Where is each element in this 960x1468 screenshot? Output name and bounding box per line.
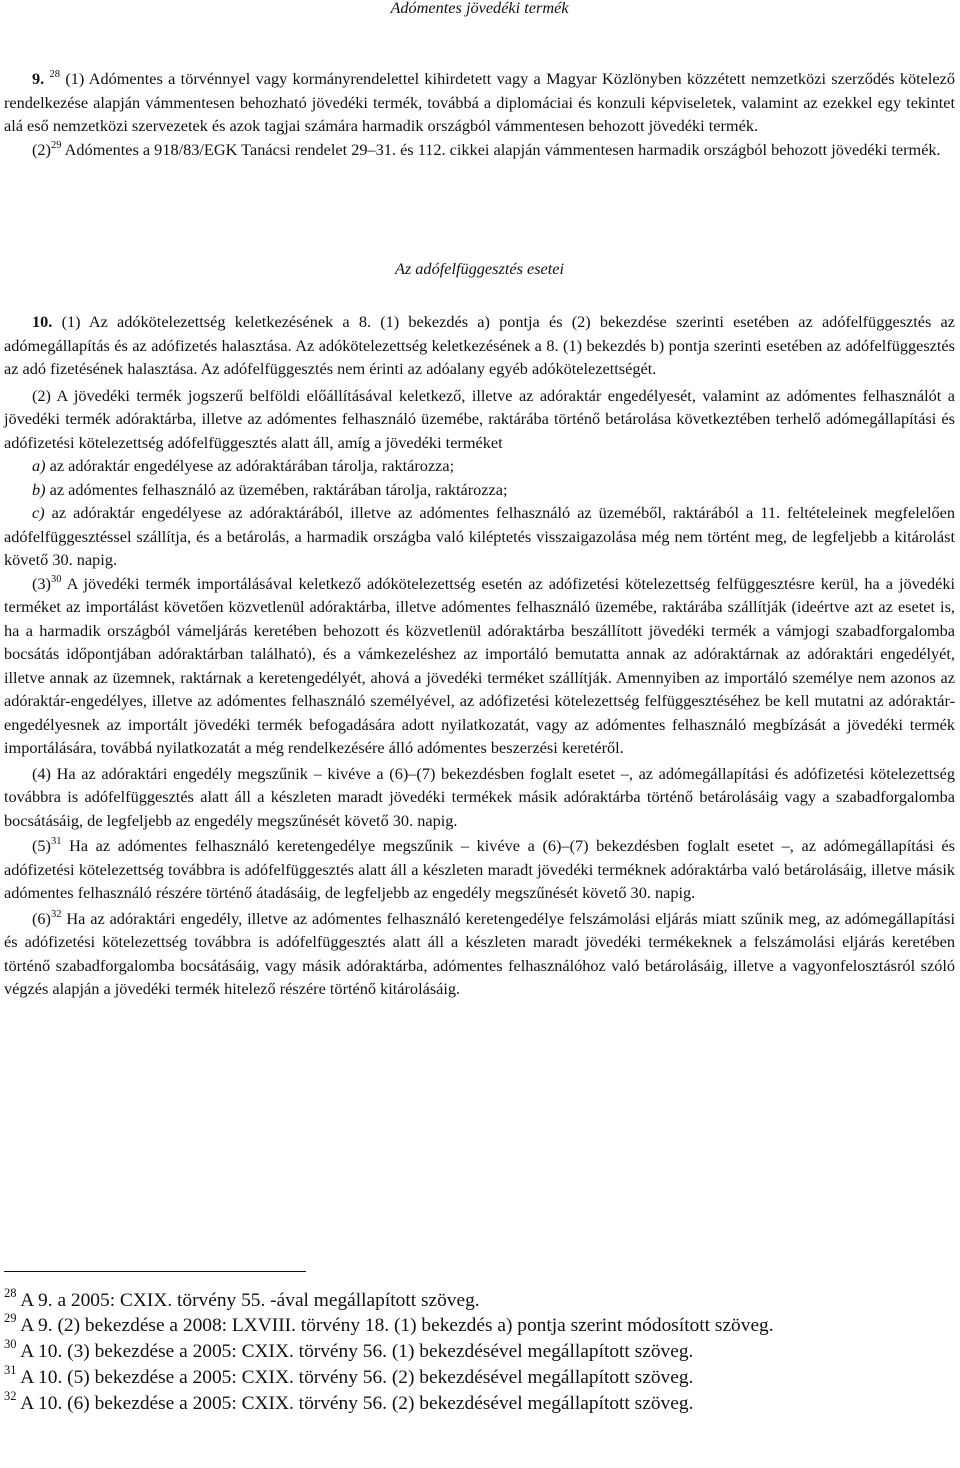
section-9-para-2-number: (2) xyxy=(32,139,51,159)
footnote-number: 30 xyxy=(4,1336,17,1351)
section-10-para-3 xyxy=(4,572,955,760)
section-9 xyxy=(4,67,955,161)
footnote-ref-31[interactable]: 31 xyxy=(50,836,62,847)
section-9-para-1-text: (1) Adómentes a törvénnyel vagy kormányrendelettel kihirdetett vagy a Magyar Közlönyben közzétett nemzetközi szerződés kötelező rendelkezése alapján vámmentesen behozható jövedéki termék, továbbá a diplomáciai és konzuli képviseletek, valamint az ezekkel egy tekintet alá eső nemzetközi szervezetek és azok tagjai számára harmadik országból vámmentesen behozott jövedéki termék. xyxy=(4,69,955,135)
section-9-para-2 xyxy=(4,138,955,162)
section-10-item-c xyxy=(4,501,955,572)
footnote-text: A 9. (2) bekezdése a 2008: LXVIII. törvény 18. (1) bekezdés a) pontja szerint módosított szöveg. xyxy=(20,1315,774,1337)
footnote-text: A 10. (3) bekezdése a 2005: CXIX. törvény 56. (1) bekezdésével megállapított szöveg. xyxy=(20,1340,694,1362)
section-10-item-a xyxy=(4,454,955,478)
subheading-adofelfuggesztes: Az adófelfüggesztés esetei xyxy=(394,259,565,278)
section-9-para-1 xyxy=(4,67,955,138)
section-10-para-5 xyxy=(4,834,955,905)
section-10-para-5-text: Ha az adómentes felhasználó keretengedélye megszűnik – kivéve a (6)–(7) bekezdésben foglalt esetet –, az adómegállapítási és adófizetési kötelezettség továbbra is adófelfüggesztés alatt áll a készleten maradt jövedéki terméknek adóraktárba való betárolásáig, illetve másik adómentes felhasználó részére történő átadásáig, de legfeljebb az engedély megszűnését követő 30. napig. xyxy=(4,836,955,902)
section-10-para-1-text: (1) Az adókötelezettség keletkezésének a 8. (1) bekezdés a) pontja és (2) bekezdése szerinti esetében az adófelfüggesztés az adómegállapítás és az adófizetés halasztása. Az adókötelezettség keletkezésének a 8. (1) bekezdés b) pontja szerinti esetében az adófelfüggesztés az adó fizetésének halasztása. Az adófelfüggesztés nem érinti az adóalany egyéb adókötelezettségét. xyxy=(4,312,955,378)
footnote-separator xyxy=(4,1271,306,1272)
item-c-text: az adóraktár engedélyese az adóraktárából, illetve az adómentes felhasználó az üzeméből, raktárából a 11. feltételeinek megfelelően adófelfüggesztéssel szállítja, és a betárolás, a harmadik országba való kiléptetés visszaigazolása még nem történt meg, de legfeljebb a kitárolást követő 30. napig. xyxy=(4,503,955,569)
footnote-text: A 10. (6) bekezdése a 2005: CXIX. törvény 56. (2) bekezdésével megállapított szöveg. xyxy=(20,1393,694,1415)
item-a-text: az adóraktár engedélyese az adóraktárában tárolja, raktározza; xyxy=(49,456,455,475)
footnote-text: A 10. (5) bekezdése a 2005: CXIX. törvény 56. (2) bekezdésével megállapított szöveg. xyxy=(20,1366,694,1388)
section-9-number: 9. xyxy=(32,69,45,88)
footnote-number: 31 xyxy=(4,1362,17,1377)
section-10-para-5-number: (5) xyxy=(32,836,51,855)
footnote-number: 29 xyxy=(4,1311,17,1326)
footnote-ref-32[interactable]: 32 xyxy=(50,908,62,920)
section-10-number: 10. xyxy=(32,312,53,331)
item-b-text: az adómentes felhasználó az üzemében, raktárában tárolja, raktározza; xyxy=(49,479,508,499)
section-10-para-6-number: (6) xyxy=(32,908,51,928)
footnote-29 xyxy=(4,1311,955,1337)
footnote-30 xyxy=(4,1336,955,1363)
footnote-number: 32 xyxy=(4,1389,17,1404)
footnote-31 xyxy=(4,1362,955,1389)
section-10-para-3-number: (3) xyxy=(32,573,51,593)
footnote-text: A 9. a 2005: CXIX. törvény 55. -ával megállapított szöveg. xyxy=(20,1290,480,1311)
footnote-ref-28[interactable]: 28 xyxy=(49,69,61,80)
section-10 xyxy=(4,310,955,1001)
item-c-label: c) xyxy=(32,503,45,522)
section-10-para-3-text: A jövedéki termék importálásával keletkező adókötelezettség esetén az adófizetési kötelezettség felfüggesztésre kerül, ha a jövedéki terméket az importálást követően közvetlenül adóraktárba, illetve adómentes felhasználó üzemébe, raktárába szállítják (ideértve azt az esetet is, ha a harmadik országból vámeljárás keretében behozott és közvetlenül adóraktárba beszállított jövedéki termék a vámjogi szabadforgalomba bocsátás időpontjában adóraktárban található), és a vámkezeléshez az importáló bemutatta annak az adóraktárnak az adóraktári engedélyét, illetve annak az üzemnek, raktárnak a keretengedélyét, ahová a jövedéki terméket szállítják. Amennyiben az importáló személye nem azonos az adóraktár-engedélyes, illetve az adómentes felhasználó személyével, az adófizetési kötelezettség felfüggesztéséhez be kell mutatni az adóraktár-engedélyesnek az importált jövedéki termék befogadására adott nyilatkozatát, vagy az adómentes felhasználó megbízását a jövedéki termék importálására, továbbá nyilatkozatát a még rendelkezésére álló adómentes beszerzési keretéről. xyxy=(4,573,956,757)
section-10-item-b xyxy=(4,478,955,502)
section-10-para-6-text: Ha az adóraktári engedély, illetve az adómentes felhasználó keretengedélye felszámolási eljárás miatt szűnik meg, az adómegállapítási és adófizetési kötelezettség továbbra is adófelfüggesztés alatt áll a készleten maradt jövedéki termékeknek a felszámolási eljárás keretében történő szabadforgalomba bocsátásáig, vagy másik adóraktárba, adómentes felhasználóhoz való betárolásáig, illetve a vagyonfelosztásról szóló végzés alapján a jövedéki termék hitelező részére történő kitárolásáig. xyxy=(4,908,955,998)
section-10-para-4: (4) Ha az adóraktári engedély megszűnik – kivéve a (6)–(7) bekezdésben foglalt esetet –, az adómegállapítási és adófizetési kötelezettség továbbra is adófelfüggesztés alatt áll a készleten maradt jövedéki termékek másik adóraktárba történő betárolásáig vagy a szabadforgalomba bocsátásáig, de legfeljebb az engedély megszűnését követő 30. napig. xyxy=(4,763,955,830)
footnote-28 xyxy=(4,1286,955,1312)
item-a-label: a) xyxy=(32,456,46,475)
footnote-number: 28 xyxy=(4,1286,17,1300)
section-10-para-6 xyxy=(4,907,955,1001)
footnote-ref-29[interactable]: 29 xyxy=(50,139,62,151)
item-b-label: b) xyxy=(32,479,46,499)
section-9-para-2-text: Adómentes a 918/83/EGK Tanácsi rendelet 29–31. és 112. cikkei alapján vámmentesen harmadik országból behozott jövedéki termék. xyxy=(64,139,941,159)
section-10-para-1 xyxy=(4,310,955,381)
footnote-32 xyxy=(4,1389,955,1415)
footnotes xyxy=(4,1286,955,1415)
section-10-para-2: (2) A jövedéki termék jogszerű belföldi előállításával keletkező, illetve az adóraktár engedélyesét, valamint az adómentes felhasználót a jövedéki termék adóraktárba, illetve az adómentes felhasználó üzemébe, raktárába történő betárolása következtében terhelő adómegállapítási és adófizetési kötelezettség adófelfüggesztés alatt áll, amíg a jövedéki terméket xyxy=(4,385,955,452)
footnote-ref-30[interactable]: 30 xyxy=(50,573,62,585)
running-header-title: Adómentes jövedéki termék xyxy=(390,0,569,17)
